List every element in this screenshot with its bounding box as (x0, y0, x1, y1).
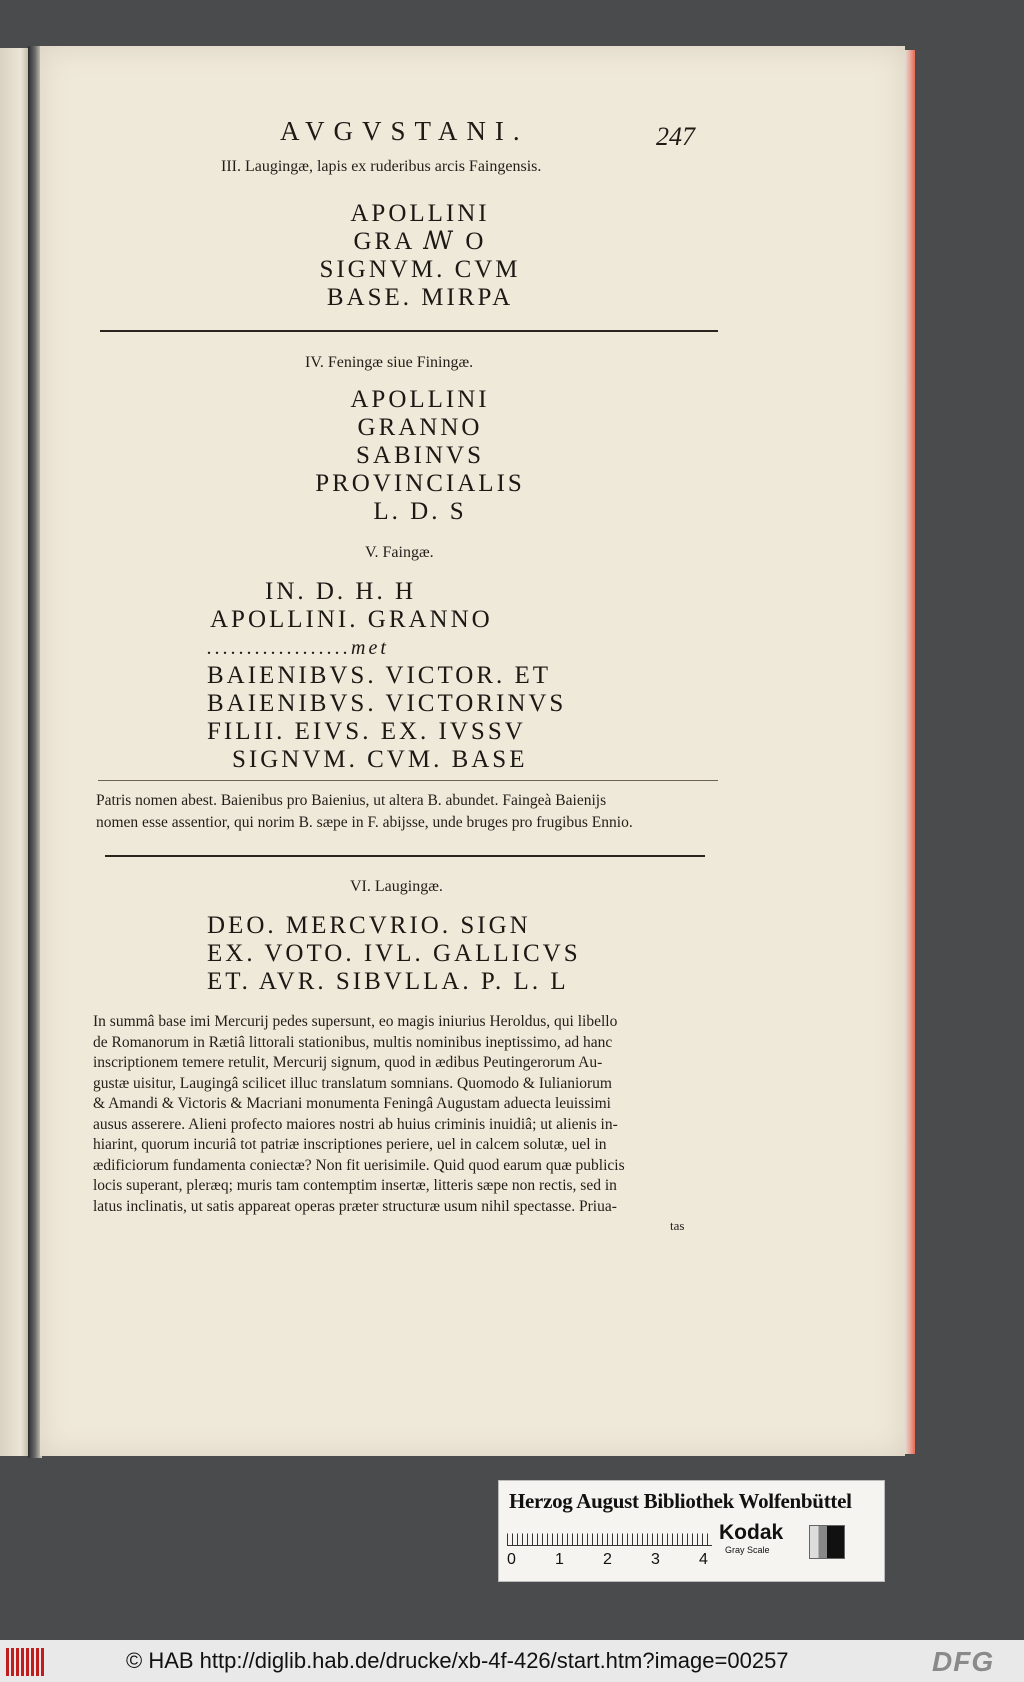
paragraph-line: gustæ uisitur, Laugingâ scilicet illuc translatum somnians. Quomodo & Iulianiorum (93, 1074, 612, 1092)
inscription-line: BAIENIBVS. VICTOR. ET (207, 662, 552, 689)
paragraph-line: inscriptionem temere retulit, Mercurij signum, quod in ædibus Peutingerorum Au- (93, 1054, 603, 1071)
gray-scale-swatch (809, 1525, 845, 1559)
copyright-link[interactable]: © HAB http://diglib.hab.de/drucke/xb-4f-426/start.htm?image=00257 (126, 1648, 789, 1673)
viewer-footer (0, 1640, 1024, 1682)
measurement-ruler (507, 1523, 712, 1546)
ruler-numbers (507, 1551, 717, 1571)
ruler-number: 0 (507, 1551, 516, 1568)
inscription-line: ..................met (207, 637, 389, 659)
inscription-line: GRA ꟿ O (353, 228, 487, 255)
inscription-line: L. D. S (373, 498, 467, 525)
inscription-line: SABINVS (356, 442, 484, 469)
commentary-paragraph (93, 1012, 718, 1217)
section-divider (105, 855, 705, 857)
ruler-number: 3 (651, 1551, 660, 1568)
inscription-line: APOLLINI (350, 386, 490, 413)
gray-scale-label: Gray Scale (725, 1545, 770, 1555)
paragraph-line: locis superant, pleræq; muris tam contemptim insertæ, litteris sæpe non rectis, sed in (93, 1177, 617, 1194)
page-number: 247 (656, 122, 695, 151)
catchword: tas (670, 1218, 685, 1233)
inscription-line: BAIENIBVS. VICTORINVS (207, 690, 567, 717)
commentary-line: Patris nomen abest. Baienibus pro Baienius, ut altera B. abundet. Faingeà Baienijs (96, 792, 607, 809)
running-head: AVGVSTANI. (280, 116, 529, 146)
section-divider (100, 330, 718, 332)
inscription-line: IN. D. H. H (265, 578, 417, 605)
inscription-line: FILII. EIVS. EX. IVSSV (207, 718, 526, 745)
note-divider (98, 780, 718, 781)
inscription-line: SIGNVM. CVM (319, 256, 521, 283)
ruler-number: 1 (555, 1551, 564, 1568)
inscription-line: DEO. MERCVRIO. SIGN (207, 912, 531, 939)
library-name: Herzog August Bibliothek Wolfenbüttel (509, 1489, 852, 1513)
inscription-line: GRANNO (357, 414, 483, 441)
inscription-line: EX. VOTO. IVL. GALLICVS (207, 940, 581, 967)
inscription-line: ET. AVR. SIBVLLA. P. L. L (207, 968, 569, 995)
dfg-logo: DFG (932, 1646, 995, 1677)
library-scale-card (498, 1480, 885, 1582)
commentary-line: nomen esse assentior, qui norim B. sæpe in F. abijsse, unde bruges pro frugibus Ennio. (96, 814, 633, 831)
page-fore-edge (905, 50, 915, 1454)
section-caption: III. Laugingæ, lapis ex ruderibus arcis Faingensis. (221, 158, 542, 175)
paragraph-line: In summâ base imi Mercurij pedes supersunt, eo magis iniurius Heroldus, qui libello (93, 1013, 618, 1030)
paragraph-line: ausus asserere. Alieni profecto maiores nostri ab huius criminis inuidiâ; ut alienis in- (93, 1115, 618, 1133)
inscription-line: SIGNVM. CVM. BASE (232, 746, 528, 773)
paragraph-line: hiarint, quorum incuriâ tot patriæ inscriptiones periere, uel in calcem solutæ, uel in (93, 1136, 607, 1153)
inscription-line: APOLLINI. GRANNO (210, 606, 493, 633)
paragraph-line: latus inclinatis, ut satis appareat operas præter structuræ usum nihil spectasse. Priua- (93, 1197, 617, 1215)
inscription-line: APOLLINI (350, 200, 490, 227)
section-caption: VI. Laugingæ. (350, 878, 443, 895)
kodak-brand: Kodak (719, 1521, 784, 1544)
section-caption: IV. Feningæ siue Finingæ. (305, 354, 474, 371)
inscription-line: BASE. MIRPA (326, 284, 514, 311)
facing-page-edge (0, 48, 30, 1456)
paragraph-line: & Amandi & Victoris & Macriani monumenta Feningâ Augustam aduecta leuissimi (93, 1095, 611, 1112)
barcode-icon (6, 1648, 46, 1676)
ruler-number: 4 (699, 1551, 708, 1568)
paragraph-line: de Romanorum in Rætiâ littorali stationibus, multis nominibus ineptissimo, ad hanc (93, 1033, 613, 1051)
section-caption: V. Faingæ. (365, 544, 434, 561)
inscription-line: PROVINCIALIS (315, 470, 525, 497)
ruler-number: 2 (603, 1551, 612, 1568)
paragraph-line: ædificiorum fundamenta coniectæ? Non fit uerisimile. Quid quod earum quæ publicis (93, 1156, 625, 1174)
